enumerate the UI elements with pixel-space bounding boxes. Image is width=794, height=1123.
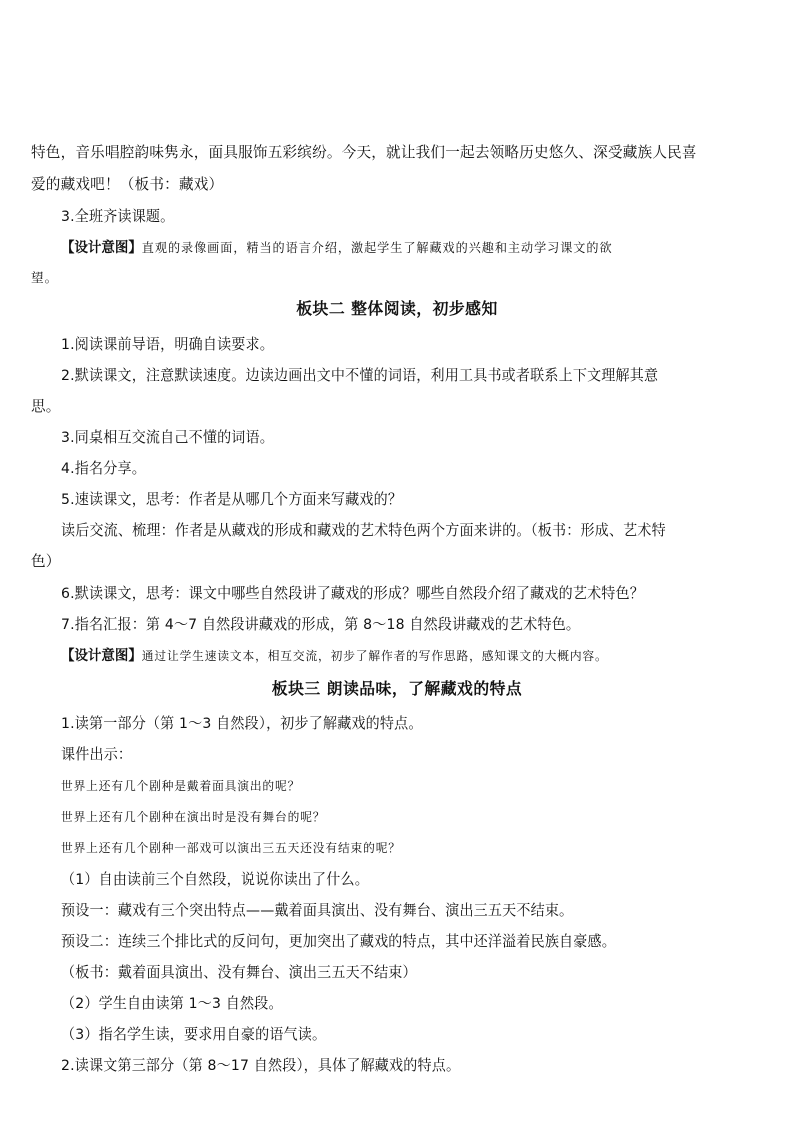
section-3-item-2: 2.读课文第三部分（第 8～17 自然段），具体了解藏戏的特点。 (61, 1057, 461, 1074)
section-2-item-7: 7.指名汇报：第 4～7 自然段讲藏戏的形成，第 8～18 自然段讲藏戏的艺术特色。 (61, 616, 581, 633)
design-intent-1-cont: 望。 (31, 270, 59, 285)
section-2-heading: 板块二 整体阅读，初步感知 (296, 299, 498, 318)
section-2-item-3: 3.同桌相互交流自己不懂的词语。 (61, 429, 275, 446)
courseware-label: 课件出示： (61, 746, 133, 763)
section-3-sub-2: （2）学生自由读第 1～3 自然段。 (61, 995, 283, 1012)
design-intent-tag: 【设计意图】 (61, 648, 142, 664)
section-3-sub-1: （1）自由读前三个自然段，说说你读出了什么。 (61, 871, 369, 888)
section-2-item-4: 4.指名分享。 (61, 460, 146, 477)
courseware-question-3: 世界上还有几个剧种一部戏可以演出三五天还没有结束的呢？ (61, 841, 401, 855)
design-intent-2 (61, 646, 768, 666)
courseware-question-1: 世界上还有几个剧种是戴着面具演出的呢？ (61, 779, 301, 793)
courseware-question-2: 世界上还有几个剧种在演出时是没有舞台的呢？ (61, 810, 326, 824)
section-2-item-6: 6.默读课文，思考：课文中哪些自然段讲了藏戏的形成？哪些自然段介绍了藏戏的艺术特色？ (61, 585, 644, 602)
section-2-item-1: 1.阅读课前导语，明确自读要求。 (61, 336, 275, 353)
intro-line-2: 爱的藏戏吧！（板书：藏戏） (31, 176, 224, 193)
design-intent-text: 直观的录像画面，精当的语言介绍，激起学生了解藏戏的兴趣和主动学习课文的欲 (141, 240, 613, 255)
design-intent-tag: 【设计意图】 (61, 240, 142, 256)
section-3-heading: 板块三 朗读品味，了解藏戏的特点 (271, 679, 523, 698)
preset-2: 预设二：连续三个排比式的反问句，更加突出了藏戏的特点，其中还洋溢着民族自豪感。 (61, 933, 616, 950)
section-2-item-5-note-cont: 色） (31, 553, 61, 570)
section-2-item-2-cont: 思。 (31, 398, 61, 415)
design-intent-text: 通过让学生速读文本，相互交流，初步了解作者的写作思路，感知课文的大概内容。 (141, 649, 608, 663)
section-3-sub-3: （3）指名学生读，要求用自豪的语气读。 (61, 1026, 327, 1043)
section-3-item-1: 1.读第一部分（第 1～3 自然段），初步了解藏戏的特点。 (61, 715, 423, 732)
intro-line-1: 特色，音乐唱腔韵味隽永，面具服饰五彩缤纷。今天，就让我们一起去领略历史悠久、深受藏族人民喜 (31, 144, 697, 161)
blackboard-note: （板书：戴着面具演出、没有舞台、演出三五天不结束） (61, 964, 417, 981)
intro-step-3: 3.全班齐读课题。 (61, 208, 175, 225)
section-2-item-2: 2.默读课文，注意默读速度。边读边画出文中不懂的词语，利用工具书或者联系上下文理解其意 (61, 367, 659, 384)
preset-1: 预设一：藏戏有三个突出特点——戴着面具演出、没有舞台、演出三五天不结束。 (61, 902, 574, 919)
section-2-item-5-note: 读后交流、梳理：作者是从藏戏的形成和藏戏的艺术特色两个方面来讲的。（板书：形成、艺术特 (61, 522, 666, 539)
design-intent-1 (61, 238, 768, 258)
section-2-item-5: 5.速读课文，思考：作者是从哪几个方面来写藏戏的？ (61, 491, 403, 508)
